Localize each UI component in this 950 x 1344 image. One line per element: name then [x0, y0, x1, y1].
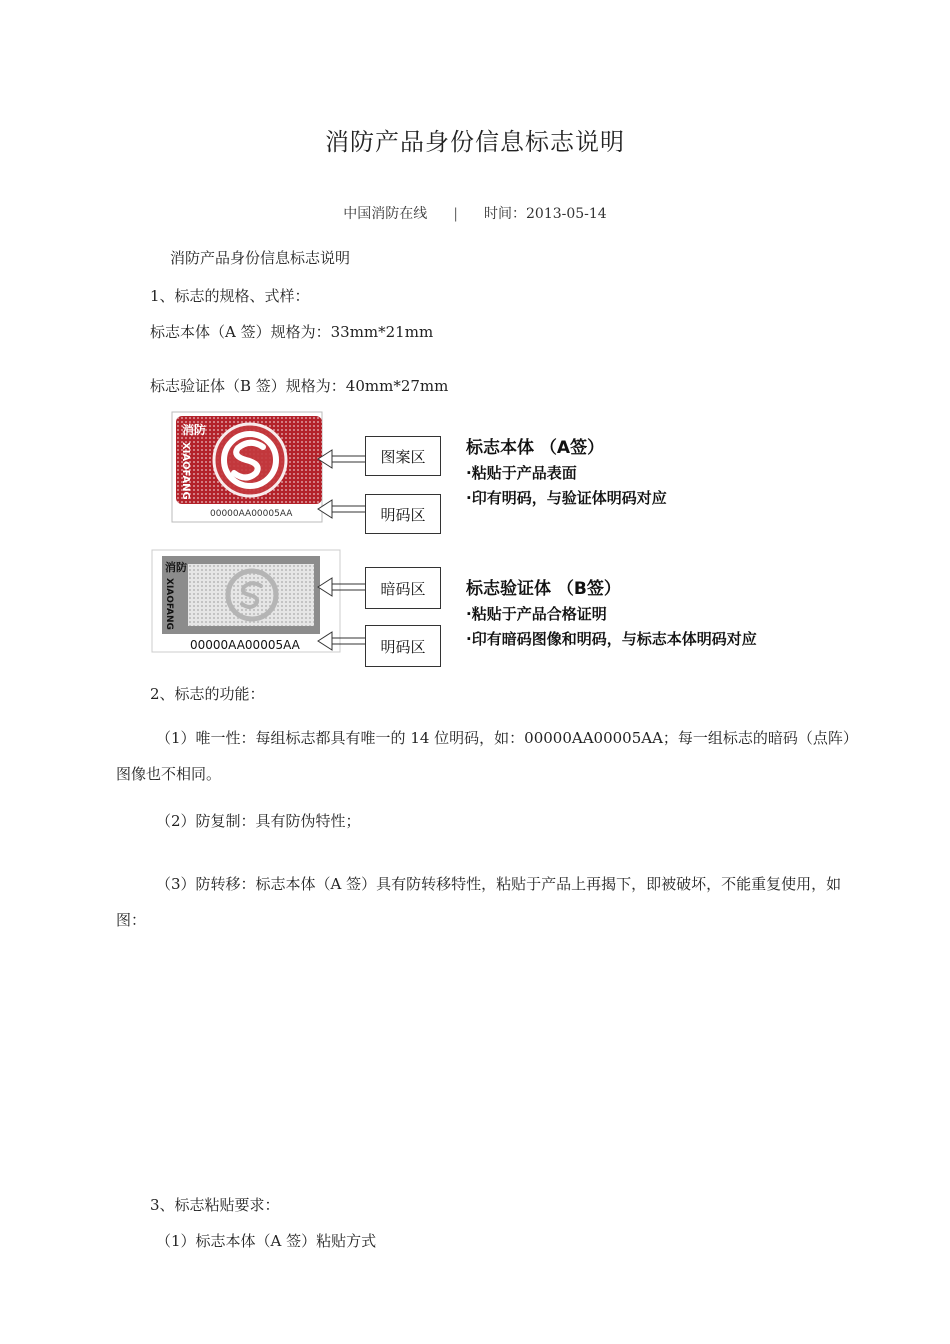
dark-code-zone-box: 暗码区	[365, 567, 441, 609]
paragraph-intro: 消防产品身份信息标志说明	[170, 249, 351, 267]
plain-code-zone-box-a: 明码区	[365, 494, 441, 534]
label-a-desc-title: 标志本体 （A签）	[466, 438, 605, 458]
paragraph-uniqueness: （1）唯一性：每组标志都具有唯一的 14 位明码，如：00000AA00005AA；每一组标志的暗码（点阵）图像也不相同。	[116, 729, 858, 783]
label-b-sticker	[152, 550, 340, 652]
label-a-side-text: 消防	[182, 423, 207, 437]
page-title: 消防产品身份信息标志说明	[325, 128, 625, 156]
source-text: 中国消防在线	[343, 206, 428, 222]
label-b-description	[466, 577, 757, 652]
paragraph-b-spec: 标志验证体（B 签）规格为：40mm*27mm	[150, 377, 449, 395]
time-label: 时间：	[484, 206, 526, 222]
label-b-code: 00000AA00005AA	[190, 638, 300, 652]
date-text: 2013-05-14	[526, 206, 607, 222]
meta-line	[0, 203, 950, 223]
label-a-vertical-text: XIAOFANG	[180, 442, 191, 500]
label-b-side-text: 消防	[165, 561, 187, 574]
section-heading-function: 2、标志的功能：	[150, 685, 265, 703]
label-a-sticker	[172, 412, 322, 522]
pattern-zone-box: 图案区	[365, 436, 441, 476]
label-b-vertical-text: XIAOFANG	[164, 578, 174, 630]
plain-code-zone-box-b: 明码区	[365, 625, 441, 667]
paragraph-anti-transfer: （3）防转移：标志本体（A 签）具有防转移特性，粘贴于产品上再揭下，即被破坏，不能重复使用，如图：	[116, 875, 842, 929]
label-a-description	[466, 436, 667, 511]
label-a-code: 00000AA00005AA	[210, 509, 293, 519]
meta-separator: |	[453, 206, 458, 222]
section-heading-requirements: 3、标志粘贴要求：	[150, 1196, 280, 1214]
paragraph-anti-copy: （2）防复制：具有防伪特性；	[156, 812, 361, 830]
label-a-desc-line1: ·粘贴于产品表面	[466, 464, 577, 482]
paragraph-a-spec: 标志本体（A 签）规格为：33mm*21mm	[150, 323, 434, 341]
label-b-desc-line1: ·粘贴于产品合格证明	[466, 605, 607, 623]
paragraph-a-method: （1）标志本体（A 签）粘贴方式	[156, 1232, 377, 1250]
label-b-desc-title: 标志验证体 （B签）	[466, 579, 621, 599]
label-b-desc-line2: ·印有暗码图像和明码，与标志本体明码对应	[466, 630, 757, 648]
section-heading-spec: 1、标志的规格、式样：	[150, 287, 310, 305]
label-a-desc-line2: ·印有明码，与验证体明码对应	[466, 489, 667, 507]
